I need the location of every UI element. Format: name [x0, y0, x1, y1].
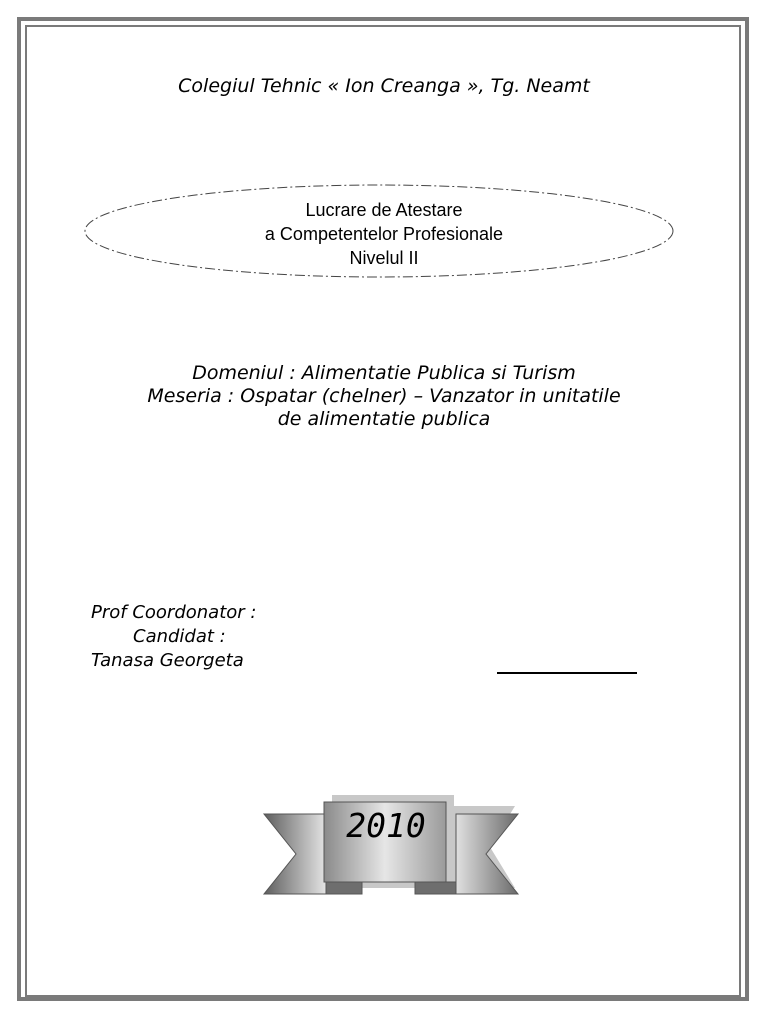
title-text — [0, 198, 768, 270]
title-line-2: a Competentelor Profesionale — [264, 224, 504, 244]
banner-right-fold — [415, 882, 456, 894]
domain-block — [0, 362, 768, 431]
profession-line: Meseria : Ospatar (chelner) – Vanzator in unitatile — [147, 385, 621, 407]
candidate-name: Tanasa Georgeta — [91, 650, 244, 671]
people-block — [91, 601, 256, 673]
title-line-1: Lucrare de Atestare — [305, 200, 463, 220]
title-line-3: Nivelul II — [349, 248, 419, 268]
profession-line-cont: de alimentatie publica — [277, 408, 491, 430]
school-name: Colegiul Tehnic « Ion Creanga », Tg. Neamt — [178, 75, 590, 97]
domain-line: Domeniul : Alimentatie Publica si Turism — [192, 362, 576, 384]
banner-left-fold — [326, 882, 362, 894]
coordinator-label: Prof Coordonator : — [91, 602, 257, 623]
signature-line — [497, 672, 637, 674]
candidate-label: Candidat : — [133, 626, 226, 647]
year-label: 2010 — [346, 806, 426, 845]
banner-left-tail — [264, 814, 326, 894]
